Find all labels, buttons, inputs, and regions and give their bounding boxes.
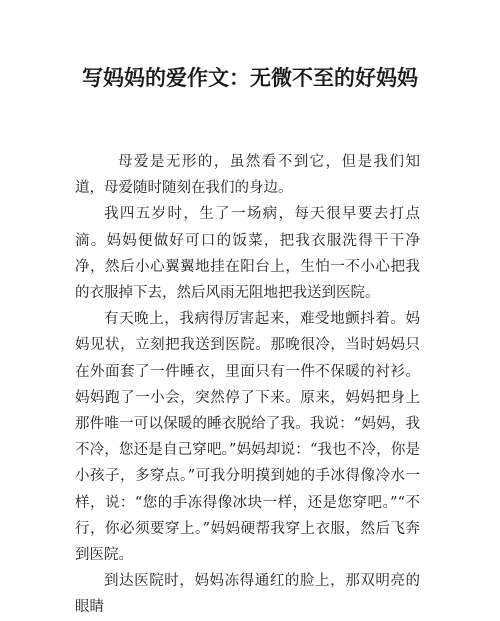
article-title: 写妈妈的爱作文：无微不至的好妈妈 xyxy=(82,65,418,90)
paragraph-1: 母爱是无形的，虽然看不到它，但是我们知道，母爱随时随刻在我们的身边。 xyxy=(75,154,420,197)
paragraph-4: 到达医院时，妈妈冻得通红的脸上，那双明亮的眼睛 xyxy=(75,573,420,616)
article-body xyxy=(75,149,420,621)
paragraph-2: 我四五岁时，生了一场病，每天很早要去打点滴。妈妈便做好可口的饭菜，把我衣服洗得干干净净，然后小心翼翼地挂在阳台上，生怕一不小心把我的衣服掉下去，然后风雨无阻地把我送到医院。 xyxy=(75,206,420,302)
paragraph-3: 有天晚上，我病得厉害起来，难受地颤抖着。妈妈见状，立刻把我送到医院。那晚很冷，当时妈妈只在外面套了一件睡衣，里面只有一件不保暖的衬衫。妈妈跑了一小会，突然停了下来。原来，妈妈把身上那件唯一可以保暖的睡衣脱给了我。我说：“妈妈，我不冷，您还是自己穿吧。”妈妈却说：“我也不冷，你是小孩子，多穿点。”可我分明摸到她的手冰得像冷水一样，说：“您的手冻得像冰块一样，还是您穿吧。”“不行，你必须要穿上。”妈妈硬帮我穿上衣服，然后飞奔到医院。 xyxy=(75,311,420,564)
